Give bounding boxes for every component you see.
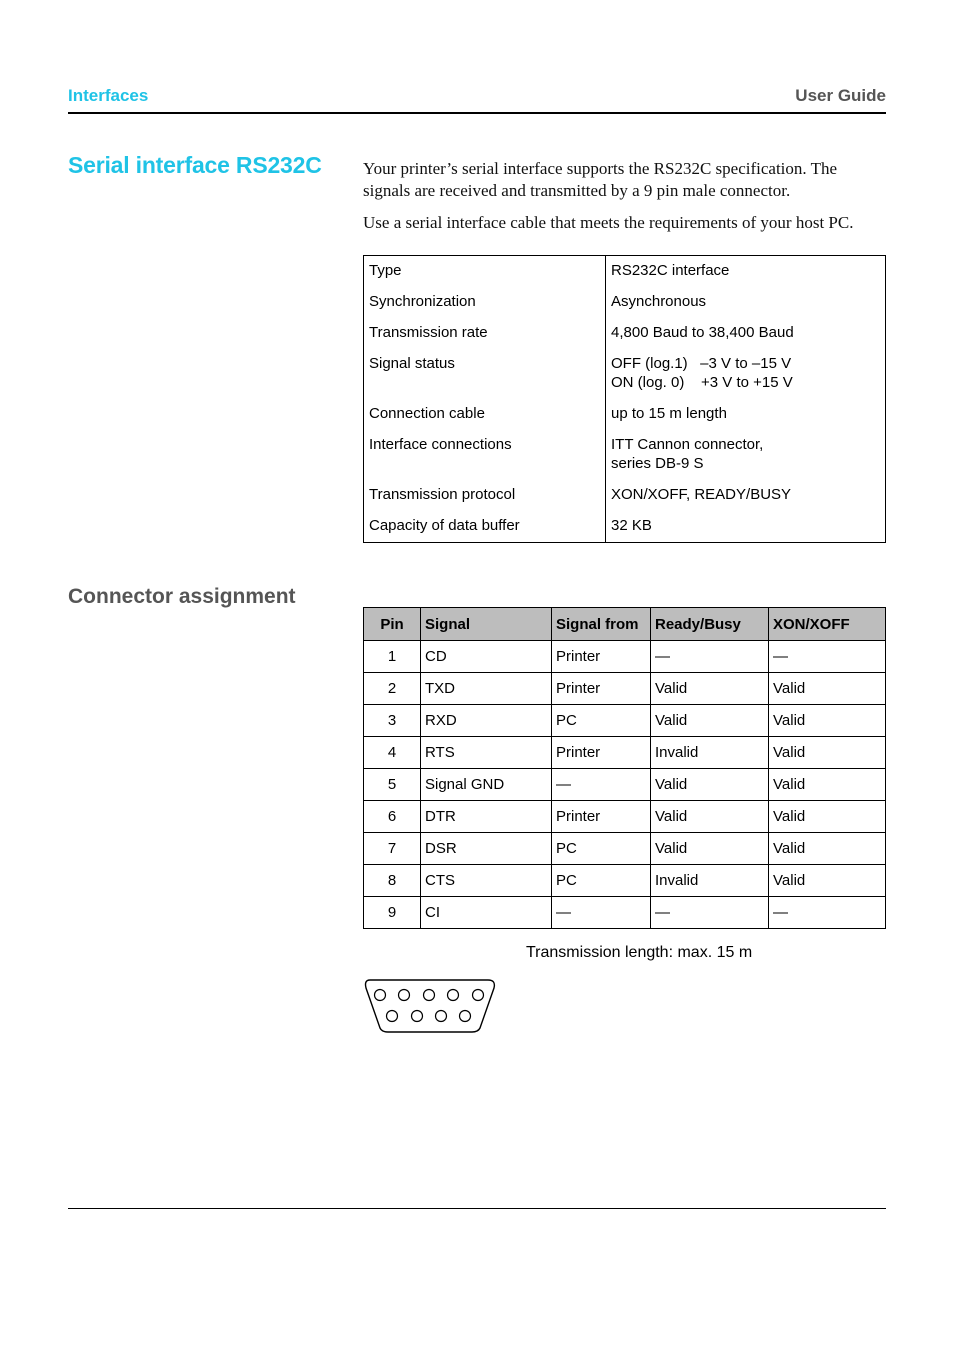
table-cell: Printer — [552, 801, 651, 833]
table-cell: 6 — [364, 801, 421, 833]
table-row — [364, 705, 886, 737]
column-header: XON/XOFF — [769, 608, 886, 641]
intro-paragraph: Your printer’s serial interface supports the RS232C specification. The signals are received and transmitted by a 9 pin male connector. — [363, 159, 838, 200]
table-cell: 9 — [364, 897, 421, 929]
spec-value-line: 4,800 Baud to 38,400 Baud — [611, 324, 794, 341]
table-cell: RXD — [421, 705, 552, 737]
table-cell: CD — [421, 641, 552, 673]
column-header: Pin — [364, 608, 421, 641]
spec-value-line: OFF (log.1) –3 V to –15 V — [611, 355, 792, 372]
table-row — [364, 833, 886, 865]
table-cell: Valid — [769, 705, 886, 737]
column-header: Signal from — [552, 608, 651, 641]
table-cell: PC — [552, 833, 651, 865]
spec-value-line: RS232C interface — [611, 262, 730, 279]
spec-label: Interface connections — [364, 430, 606, 480]
connector-assignment-title: Connector assignment — [68, 585, 296, 608]
table-cell: Valid — [651, 833, 769, 865]
table-cell: Valid — [651, 801, 769, 833]
spec-label: Type — [364, 256, 606, 288]
table-cell: Signal GND — [421, 769, 552, 801]
table-row — [364, 673, 886, 705]
spec-label: Signal status — [364, 349, 606, 399]
table-cell: Valid — [769, 865, 886, 897]
table-cell: Invalid — [651, 865, 769, 897]
spec-row — [364, 399, 886, 430]
table-cell: Valid — [651, 705, 769, 737]
spec-value-line: 32 KB — [611, 517, 652, 534]
table-row — [364, 769, 886, 801]
page-title: Serial interface RS232C — [68, 152, 322, 178]
spec-value — [606, 287, 886, 318]
table-cell: CI — [421, 897, 552, 929]
spec-value-line: series DB-9 S — [611, 455, 704, 472]
table-row — [364, 641, 886, 673]
spec-row — [364, 480, 886, 511]
table-row — [364, 865, 886, 897]
table-row — [364, 737, 886, 769]
table-cell: Valid — [651, 673, 769, 705]
table-cell: 2 — [364, 673, 421, 705]
table-cell: 8 — [364, 865, 421, 897]
table-cell: 7 — [364, 833, 421, 865]
table-cell: — — [651, 897, 769, 929]
table-cell: Valid — [769, 673, 886, 705]
table-cell: Printer — [552, 737, 651, 769]
header-section-label: Interfaces — [68, 86, 149, 105]
table-cell: Invalid — [651, 737, 769, 769]
intro-paragraph: Use a serial interface cable that meets the requirements of your host PC. — [363, 213, 854, 232]
table-cell: Printer — [552, 673, 651, 705]
header-rule — [68, 112, 886, 114]
db9-connector-diagram — [362, 978, 498, 1036]
table-cell: DTR — [421, 801, 552, 833]
spec-value-line: Asynchronous — [611, 293, 707, 310]
column-header: Ready/Busy — [651, 608, 769, 641]
spec-value — [606, 256, 886, 288]
intro-text — [363, 158, 887, 244]
table-cell: Valid — [651, 769, 769, 801]
spec-row — [364, 287, 886, 318]
spec-label: Capacity of data buffer — [364, 511, 606, 543]
table-cell: — — [552, 769, 651, 801]
table-cell: Valid — [769, 801, 886, 833]
spec-value — [606, 511, 886, 543]
spec-label: Synchronization — [364, 287, 606, 318]
table-cell: TXD — [421, 673, 552, 705]
spec-label: Connection cable — [364, 399, 606, 430]
spec-value — [606, 349, 886, 399]
spec-row — [364, 256, 886, 288]
spec-value — [606, 318, 886, 349]
table-header-row — [364, 608, 886, 641]
spec-row — [364, 430, 886, 480]
table-cell: — — [552, 897, 651, 929]
table-cell: 5 — [364, 769, 421, 801]
table-cell: CTS — [421, 865, 552, 897]
spec-value-line: up to 15 m length — [611, 405, 727, 422]
transmission-length-caption: Transmission length: max. 15 m — [526, 944, 753, 961]
spec-value — [606, 480, 886, 511]
table-cell: PC — [552, 865, 651, 897]
table-row — [364, 801, 886, 833]
table-cell: 3 — [364, 705, 421, 737]
column-header: Signal — [421, 608, 552, 641]
spec-value-line: ON (log. 0) +3 V to +15 V — [611, 374, 793, 391]
spec-value-line: XON/XOFF, READY/BUSY — [611, 486, 792, 503]
table-cell: Printer — [552, 641, 651, 673]
table-cell: Valid — [769, 769, 886, 801]
table-cell: 1 — [364, 641, 421, 673]
spec-table — [363, 255, 886, 543]
spec-value — [606, 430, 886, 480]
spec-label: Transmission rate — [364, 318, 606, 349]
pin-assignment-table — [363, 607, 886, 929]
table-cell: PC — [552, 705, 651, 737]
spec-row — [364, 511, 886, 543]
table-cell: DSR — [421, 833, 552, 865]
spec-value-line: ITT Cannon connector, — [611, 436, 764, 453]
table-cell: RTS — [421, 737, 552, 769]
table-cell: — — [651, 641, 769, 673]
table-cell: Valid — [769, 833, 886, 865]
table-cell: — — [769, 641, 886, 673]
table-cell: — — [769, 897, 886, 929]
spec-value — [606, 399, 886, 430]
table-cell: Valid — [769, 737, 886, 769]
spec-label: Transmission protocol — [364, 480, 606, 511]
table-row — [364, 897, 886, 929]
table-cell: 4 — [364, 737, 421, 769]
footer-rule — [68, 1208, 886, 1209]
spec-row — [364, 318, 886, 349]
spec-row — [364, 349, 886, 399]
header-guide-label: User Guide — [795, 86, 886, 105]
